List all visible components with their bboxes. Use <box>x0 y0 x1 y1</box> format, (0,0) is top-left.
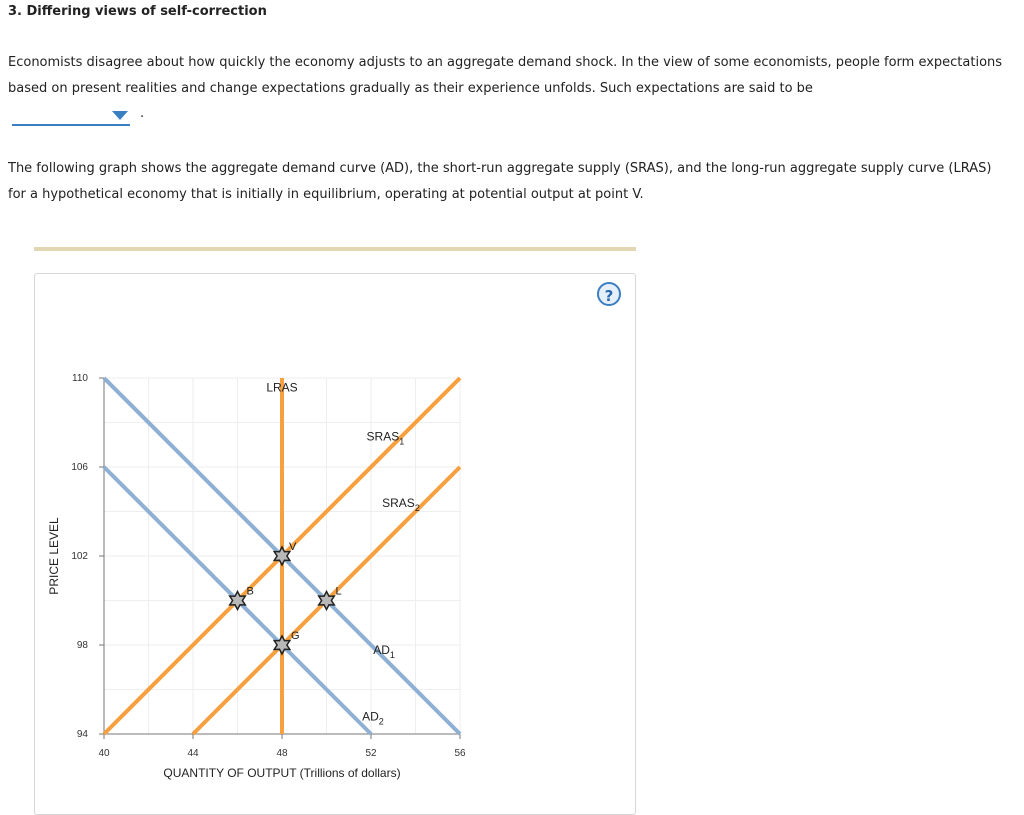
point-label-l: L <box>335 585 342 598</box>
y-tick-label: 106 <box>71 462 88 473</box>
sentence-period: . <box>140 106 145 121</box>
curve-label-sras2: $SRAS_2$ <box>382 496 420 514</box>
curve-label-ad1: $AD_1$ <box>373 642 395 660</box>
x-tick-label: 56 <box>454 748 466 759</box>
y-tick-label: 94 <box>76 729 88 740</box>
point-label-g: G <box>291 630 300 642</box>
x-tick-label: 40 <box>98 748 110 759</box>
curve-label-lras: LRAS <box>266 380 298 395</box>
curve-label-ad2: $AD_2$ <box>362 709 384 727</box>
question-paragraph-1: Economists disagree about how quickly the economy adjusts to an aggregate demand shock. In the view of some economists, people form expectations based on present realities and change expectations gradually as their experience unfolds. Such expectations are said to be <box>8 55 1003 96</box>
help-icon[interactable]: ? <box>597 282 621 306</box>
y-tick-label: 110 <box>72 373 88 384</box>
curve-label-sras1: $SRAS_1$ <box>366 429 405 447</box>
x-tick-label: 44 <box>187 748 199 759</box>
y-axis-label: PRICE LEVEL <box>47 517 61 595</box>
y-tick-label: 102 <box>71 551 88 562</box>
y-tick-label: 98 <box>76 640 88 651</box>
point-label-v: V <box>289 541 297 553</box>
point-label-b: B <box>246 585 254 598</box>
question-title: 3. Differing views of self-correction <box>8 4 267 19</box>
x-axis-label: QUANTITY OF OUTPUT (Trillions of dollars) <box>163 766 401 780</box>
x-tick-label: 48 <box>276 748 288 759</box>
x-tick-label: 52 <box>365 748 377 759</box>
question-paragraph-2: The following graph shows the aggregate demand curve (AD), the short-run aggregate supply (SRAS), and the long-run aggregate supply curve (LRAS) for a hypothetical economy that is initially in equilibrium, operating at potential output at point V. <box>8 161 992 202</box>
